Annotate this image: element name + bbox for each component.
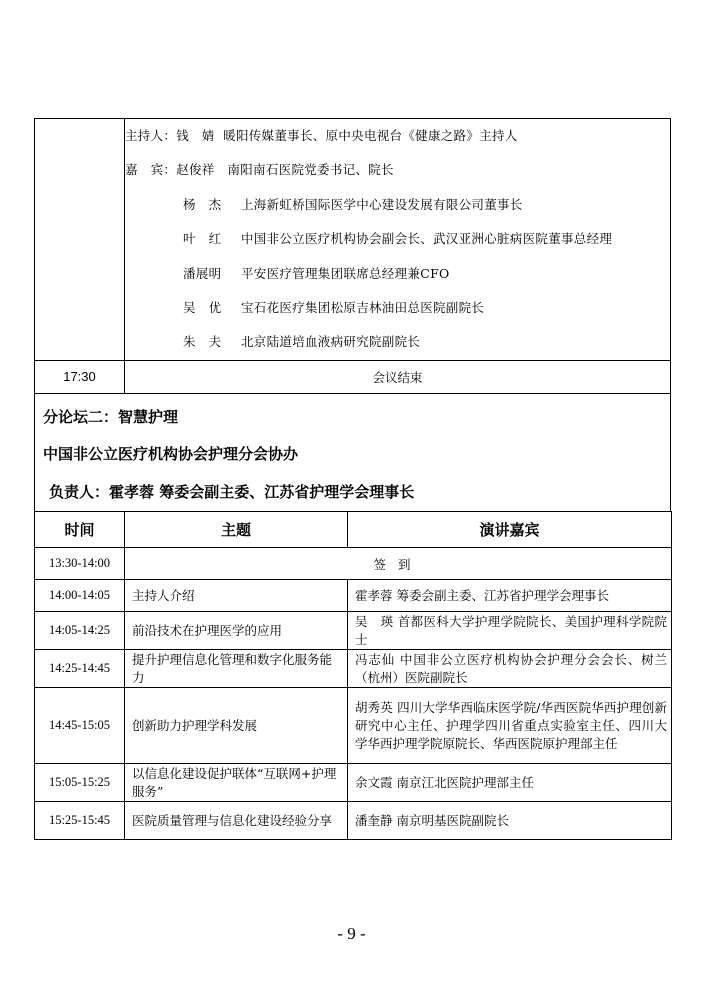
row-topic: 以信息化建设促护联体“互联网+护理服务” (125, 764, 348, 802)
row-topic: 前沿技术在护理医学的应用 (125, 612, 348, 650)
row-speaker: 冯志仙 中国非公立医疗机构协会护理分会会长、树兰（杭州）医院副院长 (348, 650, 672, 688)
guest-title: 北京陆道培血液病研究院副院长 (241, 334, 421, 350)
table-row (35, 548, 672, 580)
guest-name: 吴 优 (183, 299, 222, 315)
table-row (35, 650, 672, 688)
guest-line (125, 153, 670, 187)
row-topic: 提升护理信息化管理和数字化服务能力 (125, 650, 348, 688)
previous-session-table (34, 118, 671, 394)
guest-title: 中国非公立医疗机构协会副会长、武汉亚洲心脏病医院董事总经理 (241, 231, 613, 247)
guest-title: 上海新虹桥国际医学中心建设发展有限公司董事长 (241, 196, 523, 212)
row-time: 15:25-15:45 (35, 802, 125, 840)
host-title: 暖阳传媒董事长、原中央电视台《健康之路》主持人 (223, 128, 518, 143)
forum-organizer: 中国非公立医疗机构协会护理分会协办 (43, 445, 299, 463)
table-row (35, 688, 672, 764)
end-label: 会议结束 (125, 360, 671, 393)
guest-name: 叶 红 (183, 231, 222, 247)
row-speaker: 霍孝蓉 筹委会副主委、江苏省护理学会理事长 (348, 580, 672, 612)
row-time: 14:05-14:25 (35, 612, 125, 650)
table-row (35, 580, 672, 612)
guest-title: 平安医疗管理集团联席总经理兼CFO (241, 265, 450, 281)
row-time: 15:05-15:25 (35, 764, 125, 802)
table-row (35, 764, 672, 802)
guest-name: 朱 夫 (183, 334, 222, 350)
guest-line (125, 188, 670, 222)
header-speaker: 演讲嘉宾 (348, 512, 672, 548)
guest-title: 南阳南石医院党委书记、院长 (227, 162, 394, 178)
host-label: 主持人： (125, 128, 177, 143)
row-time: 14:45-15:05 (35, 688, 125, 764)
guest-line (125, 257, 670, 291)
row-topic: 创新助力护理学科发展 (125, 688, 348, 764)
host-line (125, 119, 670, 153)
header-time: 时间 (35, 512, 125, 548)
table-row (35, 612, 672, 650)
schedule-table (34, 511, 672, 840)
page-number: - 9 - (337, 924, 366, 943)
host-guest-cell (125, 119, 671, 361)
forum-lead: 负责人：霍孝蓉 筹委会副主委、江苏省护理学会理事长 (49, 483, 415, 501)
end-time: 17:30 (35, 360, 125, 393)
host-name: 钱 婧 (176, 128, 215, 143)
row-speaker: 余文霞 南京江北医院护理部主任 (348, 764, 672, 802)
sign-in-label: 签到 (125, 548, 672, 580)
forum-title: 分论坛二：智慧护理 (43, 408, 179, 426)
time-cell-empty (35, 119, 125, 361)
row-time: 14:25-14:45 (35, 650, 125, 688)
end-row (35, 360, 671, 393)
table-row (35, 802, 672, 840)
guest-name: 潘展明 (183, 265, 222, 281)
guest-title: 宝石花医疗集团松原吉林油田总医院副院长 (241, 299, 485, 315)
guest-label: 嘉 宾： (125, 162, 177, 178)
row-speaker: 胡秀英 四川大学华西临床医学院/华西医院华西护理创新研究中心主任、护理学四川省重点实验室主任、四川大学华西护理学院原院长、华西医院原护理部主任 (348, 688, 672, 764)
guest-line (125, 291, 670, 325)
guest-name: 赵俊祥 (176, 162, 215, 178)
row-topic: 医院质量管理与信息化建设经验分享 (125, 802, 348, 840)
forum-header (34, 393, 671, 511)
row-speaker: 潘奎静 南京明基医院副院长 (348, 802, 672, 840)
guest-line (125, 325, 670, 359)
row-speaker: 吴 瑛 首都医科大学护理学院院长、美国护理科学院院士 (348, 612, 672, 650)
row-time: 14:00-14:05 (35, 580, 125, 612)
header-topic: 主题 (125, 512, 348, 548)
table-header-row (35, 512, 672, 548)
row-topic: 主持人介绍 (125, 580, 348, 612)
row-time: 13:30-14:00 (35, 548, 125, 580)
guest-line (125, 222, 670, 256)
guest-name: 杨 杰 (183, 196, 222, 212)
